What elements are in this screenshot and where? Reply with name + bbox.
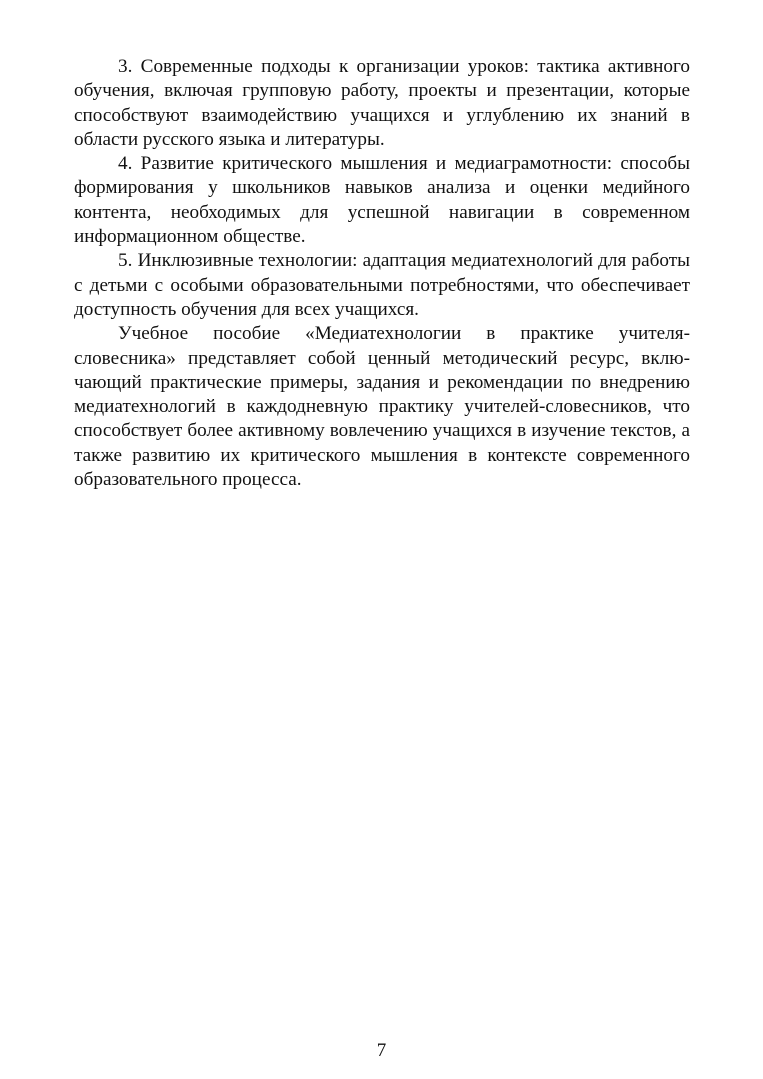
body-text <box>74 55 690 492</box>
paragraph-summary: Учебное пособие «Медиатехнологии в практике учителя-словесника» представляет собой ценный методический ресурс, включающий практические примеры, задания и рекомендации по внедрению медиатехнологий в каждодневную практику учителей-словесников, что способствует более активному вовлечению учащихся в изучение текстов, а также развитию их критического мышления в контексте современного образовательного процесса. <box>74 323 690 491</box>
page-number: 7 <box>376 1040 387 1061</box>
paragraph-item-4: 4. Развитие критического мышления и медиаграмотности: способы формирования у школьников навыков анализа и оценки медийного контента, необходимых для успешной навигации в современном информационном обществе. <box>74 153 690 248</box>
paragraph-item-3: 3. Современные подходы к организации уроков: тактика активного обучения, включая групповую работу, проекты и презентации, которые способствуют взаимодействию учащихся и углублению их знаний в области русского языка и литературы. <box>74 56 690 150</box>
paragraph-item-5: 5. Инклюзивные технологии: адаптация медиатехнологий для работы с детьми с особыми образовательными потребностями, что обеспечивает доступность обучения для всех учащихся. <box>74 250 690 320</box>
